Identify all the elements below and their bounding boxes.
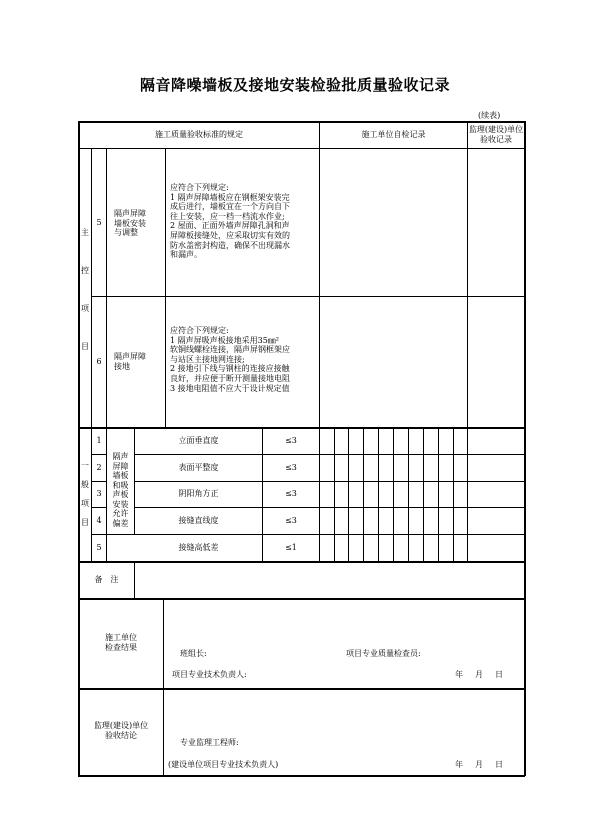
border-top — [78, 121, 525, 123]
engineer-label: 专业监理工程师: — [180, 738, 239, 747]
gi-item-tol: ≤3 — [285, 516, 297, 525]
gi-item-tol: ≤1 — [285, 543, 297, 552]
gi-item-name: 接缝高低差 — [178, 543, 219, 552]
mc-item-no: 6 — [96, 357, 102, 366]
remarks-label: 备 注 — [94, 575, 119, 584]
gi-item-name: 立面垂直度 — [178, 436, 219, 445]
header-divider — [78, 148, 525, 149]
check-col — [378, 427, 379, 561]
gi-row-divider — [91, 454, 106, 455]
contractor-label: 施工单位 检查结果 — [105, 633, 137, 652]
mc-item-name: 隔声屏障 接地 — [114, 352, 146, 371]
gi-row-divider — [134, 481, 525, 482]
col-divider-standard — [319, 121, 320, 427]
contractor-date: 年 月 日 — [455, 670, 505, 679]
conclusion-divider — [163, 598, 164, 776]
gi-item-no: 2 — [96, 463, 102, 472]
col-divider-self — [467, 121, 468, 561]
check-col — [453, 427, 454, 561]
mc-item-standard: 应符合下列规定: 1 隔声屏吸声板接地采用35㎜² 软铜线螺栓连接，隔声屏钢框架应 与站区主接地网连接; 2 接地引下线与钢柱的连接应接触 良好，并应便于断开测量接地电阻 3 接地电阻值不应大于设计规定值 — [170, 326, 290, 393]
gi-tol-divider — [319, 427, 320, 561]
check-col — [348, 427, 349, 561]
mc-label-divider — [91, 148, 92, 427]
gi-item-name: 接缝直线度 — [178, 516, 219, 525]
gi-item-no: 3 — [96, 489, 102, 498]
gi-row-divider — [134, 454, 525, 455]
gi-item-tol: ≤3 — [285, 436, 297, 445]
gi-row-divider — [91, 481, 106, 482]
gi-item-name: 表面平整度 — [178, 463, 219, 472]
gi-item-tol: ≤3 — [285, 463, 297, 472]
main-control-label-2: 控 — [81, 266, 89, 275]
main-control-label-4: 目 — [81, 342, 89, 351]
general-group-label: 隔声 屏障 墙板 和吸 声板 安装 允许 偏差 — [112, 452, 129, 528]
mc-bottom — [78, 427, 525, 429]
check-col — [393, 427, 394, 561]
qc-inspector-label: 项目专业质量检查员: — [346, 649, 421, 658]
document-title: 隔音降噪墙板及接地安装检验批质量验收记录 — [139, 76, 450, 94]
check-col — [423, 427, 424, 561]
mc-item-name: 隔声屏障 墙板安装 与调整 — [114, 209, 146, 238]
remarks-bottom — [78, 598, 525, 600]
mc-name-divider — [165, 148, 166, 427]
gi-row-divider — [134, 507, 525, 508]
tech-lead-label: 项目专业技术负责人: — [172, 670, 247, 679]
contractor-bottom — [78, 688, 525, 690]
check-col — [438, 427, 439, 561]
gi-item-name: 阴阳角方正 — [178, 489, 219, 498]
mc-item-no: 5 — [96, 218, 102, 227]
check-col — [334, 427, 335, 561]
remarks-field[interactable] — [135, 562, 524, 598]
supervisor-date: 年 月 日 — [455, 760, 505, 769]
check-col — [408, 427, 409, 561]
gi-item-no: 1 — [96, 436, 102, 445]
gi-row-divider — [91, 534, 525, 535]
general-label-1: 一 — [81, 461, 89, 470]
check-col — [363, 427, 364, 561]
header-self-check: 施工单位自检记录 — [361, 130, 426, 139]
team-leader-label: 班组长: — [180, 649, 207, 658]
mc-row-divider — [91, 296, 525, 297]
header-standard: 施工质量验收标准的规定 — [155, 130, 243, 139]
general-label-2: 般 — [81, 480, 89, 489]
owner-lead-label: (建设单位项目专业技术负责人) — [168, 760, 279, 769]
mc-no-divider — [106, 148, 107, 427]
mc-item-standard: 应符合下列规定: 1 隔声屏障墙板应在钢框架安装完 成后进行，墙板宜在一个方向自下 往上安装，应一档一档流水作业; 2 屋面、正面外墙声屏障孔洞和声 屏障板接缝处，应采取切实有效的 防水盖密封构造，确保不出现漏水 和漏声。 — [170, 183, 290, 260]
main-control-label-1: 主 — [81, 228, 89, 237]
border-left — [78, 121, 80, 776]
general-label-3: 项 — [81, 499, 89, 508]
continued-label: (续表) — [478, 111, 501, 120]
gi-row-divider — [91, 507, 106, 508]
general-label-4: 目 — [81, 518, 89, 527]
border-bottom — [78, 775, 525, 777]
gi-item-no: 4 — [96, 516, 102, 525]
gi-item-tol: ≤3 — [285, 489, 297, 498]
gi-item-no: 5 — [96, 543, 102, 552]
border-right — [524, 121, 526, 776]
supervisor-label: 监理(建设)单位 验收结论 — [93, 721, 149, 740]
header-supervision: 监理(建设)单位 验收记录 — [468, 125, 524, 144]
main-control-label-3: 项 — [81, 304, 89, 313]
